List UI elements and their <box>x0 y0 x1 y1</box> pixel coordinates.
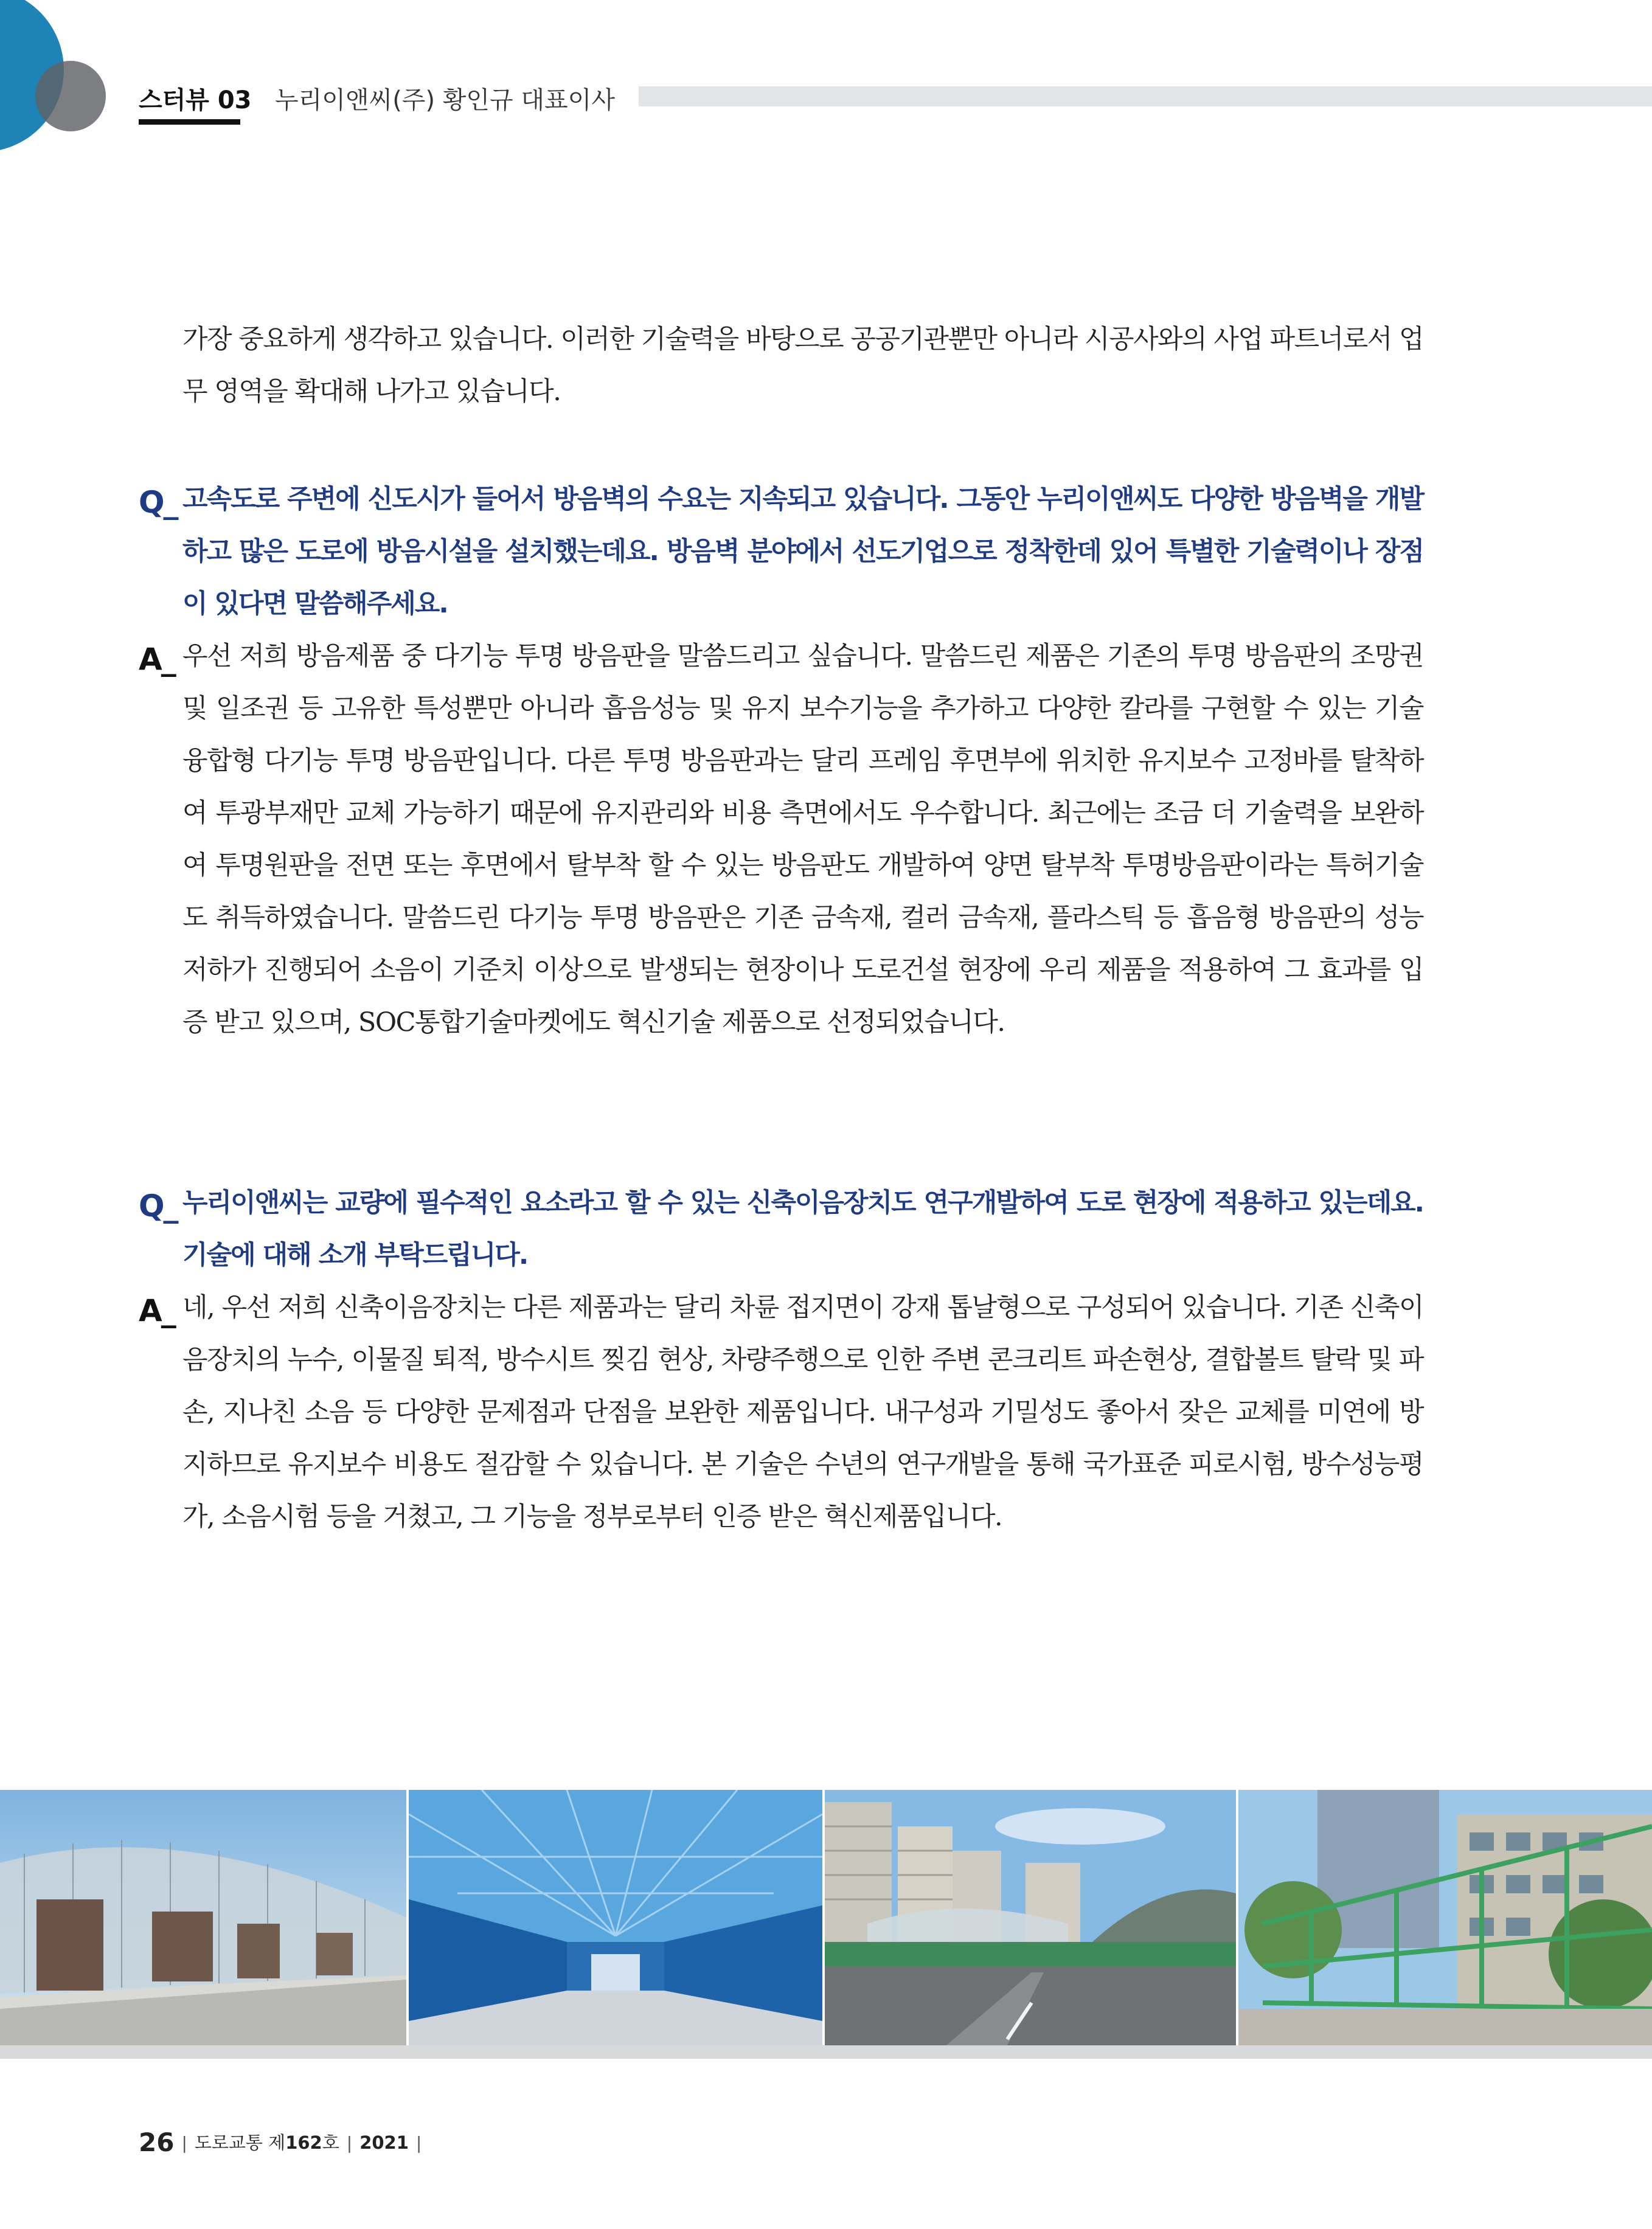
question-text: 고속도로 주변에 신도시가 들어서 방음벽의 수요는 지속되고 있습니다. 그동안 누리이앤씨도 다양한 방음벽을 개발하고 많은 도로에 방음시설을 설치했는데요. 방음벽 분야에서 선도기업으로 정착한데 있어 특별한 기술력이나 장점이 있다면 말씀해주세요. <box>182 484 1423 619</box>
green-frame-barrier-photo <box>1238 1790 1652 2045</box>
section-label: 스터뷰 03 <box>139 86 252 114</box>
photo-strip <box>0 1790 1652 2045</box>
noise-tunnel-photo <box>409 1790 822 2045</box>
issue-year: 2021 <box>359 2132 409 2153</box>
footer-separator: | <box>415 2133 422 2153</box>
page-number: 26 <box>139 2127 175 2157</box>
issue-suffix: 호 <box>322 2132 339 2153</box>
footer-separator: | <box>181 2133 187 2153</box>
question-block-1 <box>139 473 1423 630</box>
answer-marker: A_ <box>139 642 175 677</box>
photo-strip-shadow <box>0 2045 1652 2059</box>
section-underline <box>139 119 240 125</box>
question-marker: Q_ <box>139 485 178 520</box>
answer-text: 네, 우선 저희 신축이음장치는 다른 제품과는 달리 차륜 접지면이 강재 톱날형으로 구성되어 있습니다. 기존 신축이음장치의 누수, 이물질 퇴적, 방수시트 찢김 현상, 차량주행으로 인한 주변 콘크리트 파손현상, 결합볼트 탈락 및 파손, 지나친 소음 등 다양한 문제점과 단점을 보완한 제품입니다. 내구성과 기밀성도 좋아서 잦은 교체를 미연에 방지하므로 유지보수 비용도 절감할 수 있습니다. 본 기술은 수년의 연구개발을 통해 국가표준 피로시험, 방수성능평가, 소음시험 등을 거쳤고, 그 기능을 정부로부터 인증 받은 혁신제품입니다. <box>182 1292 1423 1532</box>
header-bar <box>639 86 1652 106</box>
noise-barrier-photo-1 <box>0 1790 406 2045</box>
answer-block-2 <box>139 1281 1423 1543</box>
noise-barrier-city-photo <box>825 1790 1236 2045</box>
page-footer <box>139 2126 429 2160</box>
header-decor-circle-gray <box>35 61 106 131</box>
issue-number: 162 <box>285 2132 322 2153</box>
question-text: 누리이앤씨는 교량에 필수적인 요소라고 할 수 있는 신축이음장치도 연구개발하여 도로 현장에 적용하고 있는데요. 기술에 대해 소개 부탁드립니다. <box>182 1188 1423 1270</box>
question-block-2 <box>139 1177 1423 1281</box>
footer-separator: | <box>346 2133 353 2153</box>
answer-block-1 <box>139 630 1423 1049</box>
question-marker: Q_ <box>139 1188 178 1224</box>
article-subtitle: 누리이앤씨(주) 황인규 대표이사 <box>275 86 615 114</box>
intro-paragraph: 가장 중요하게 생각하고 있습니다. 이러한 기술력을 바탕으로 공공기관뿐만 아니라 시공사와의 사업 파트너로서 업무 영역을 확대해 나가고 있습니다. <box>182 324 1423 407</box>
answer-marker: A_ <box>139 1293 175 1328</box>
publication-name: 도로교통 제 <box>194 2132 286 2153</box>
answer-text: 우선 저희 방음제품 중 다기능 투명 방음판을 말씀드리고 싶습니다. 말씀드린 제품은 기존의 투명 방음판의 조망권 및 일조권 등 고유한 특성뿐만 아니라 흡음성능 및 유지 보수기능을 추가하고 다양한 칼라를 구현할 수 있는 기술 융합형 다기능 투명 방음판입니다. 다른 투명 방음판과는 달리 프레임 후면부에 위치한 유지보수 고정바를 탈착하여 투광부재만 교체 가능하기 때문에 유지관리와 비용 측면에서도 우수합니다. 최근에는 조금 더 기술력을 보완하여 투명원판을 전면 또는 후면에서 탈부착 할 수 있는 방음판도 개발하여 양면 탈부착 투명방음판이라는 특허기술도 취득하였습니다. 말씀드린 다기능 투명 방음판은 기존 금속재, 컬러 금속재, 플라스틱 등 흡음형 방음판의 성능저하가 진행되어 소음이 기준치 이상으로 발생되는 현장이나 도로건설 현장에 우리 제품을 적용하여 그 효과를 입증 받고 있으며, SOC통합기술마켓에도 혁신기술 제품으로 선정되었습니다. <box>182 641 1423 1038</box>
